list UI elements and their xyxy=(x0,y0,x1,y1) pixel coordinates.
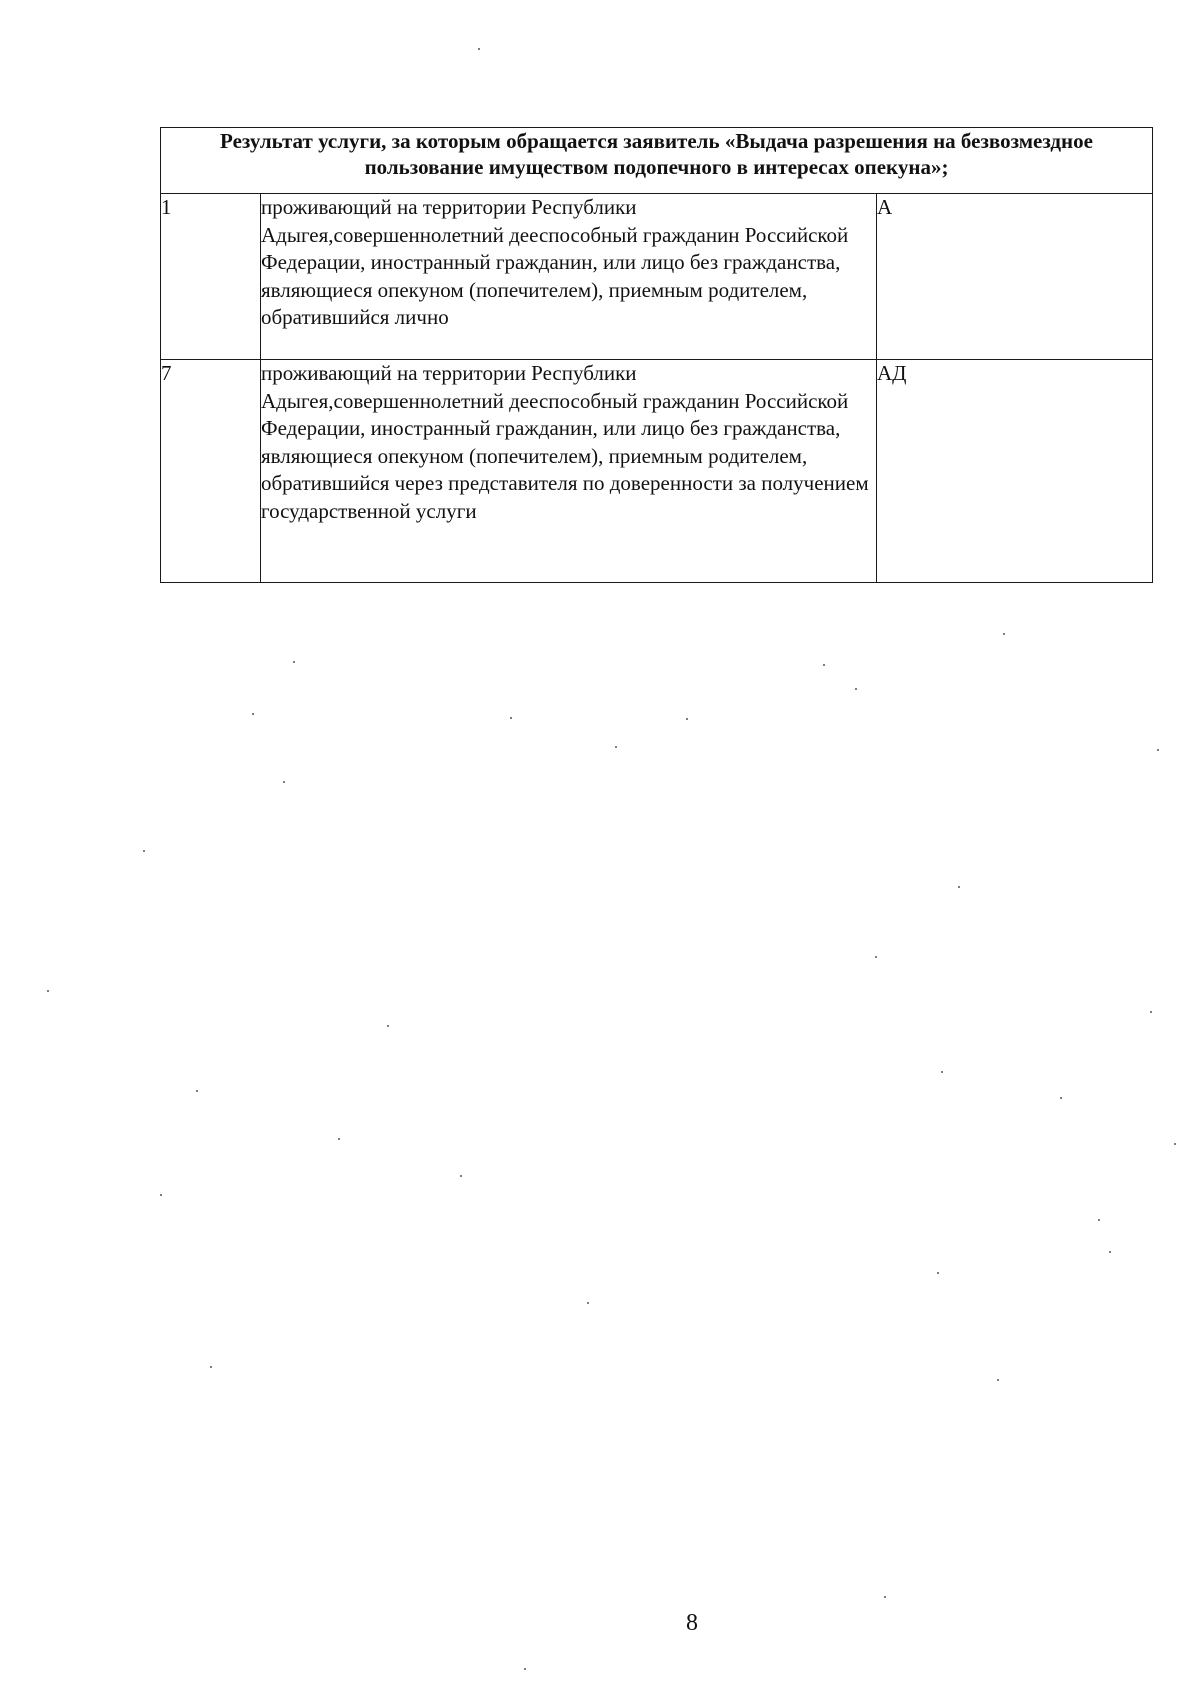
service-result-table xyxy=(160,127,1153,583)
scan-speck xyxy=(293,661,295,663)
applicant-description-cell: проживающий на территории Республики Адыгея,совершеннолетний дееспособный гражданин Российской Федерации, иностранный гражданин, или лицо без гражданства, являющиеся опекуном (попечителем), приемным родителем, обратившийся через представителя по доверенности за получением государственной услуги xyxy=(261,360,877,583)
row-number-cell: 1 xyxy=(161,194,261,360)
row-number-cell: 7 xyxy=(161,360,261,583)
scan-speck xyxy=(855,688,857,690)
scan-speck xyxy=(1150,1011,1152,1013)
scan-speck xyxy=(196,1090,198,1092)
table-header-row xyxy=(161,128,1153,194)
scan-speck xyxy=(47,990,49,992)
page-number: 8 xyxy=(686,1610,698,1636)
scan-speck xyxy=(510,717,512,719)
table-row xyxy=(161,194,1153,360)
scan-speck xyxy=(1003,633,1005,635)
scan-speck xyxy=(997,1379,999,1381)
table-header-cell: Результат услуги, за которым обращается заявитель «Выдача разрешения на безвозмездное пользование имуществом подопечного в интересах опекуна»; xyxy=(161,128,1153,194)
scan-speck xyxy=(1109,1251,1111,1253)
scan-speck xyxy=(958,886,960,888)
scan-speck xyxy=(1098,1219,1100,1221)
scan-speck xyxy=(587,1302,589,1304)
applicant-code-cell: АД xyxy=(877,360,1153,583)
scan-speck xyxy=(823,664,825,666)
scan-speck xyxy=(387,1025,389,1027)
scan-speck xyxy=(338,1138,340,1140)
scan-speck xyxy=(937,1272,939,1274)
scan-speck xyxy=(252,713,254,715)
scan-speck xyxy=(160,1194,162,1196)
scan-speck xyxy=(143,850,145,852)
scan-speck xyxy=(460,1175,462,1177)
scan-speck xyxy=(210,1366,212,1368)
scan-speck xyxy=(1157,749,1159,751)
scan-speck xyxy=(686,718,688,720)
scan-speck xyxy=(615,746,617,748)
scan-speck xyxy=(884,1596,886,1598)
scan-speck xyxy=(941,1071,943,1073)
table-row xyxy=(161,360,1153,583)
scan-speck xyxy=(1174,1143,1176,1145)
scan-speck xyxy=(875,956,877,958)
applicant-description-cell: проживающий на территории Республики Адыгея,совершеннолетний дееспособный гражданин Российской Федерации, иностранный гражданин, или лицо без гражданства, являющиеся опекуном (попечителем), приемным родителем, обратившийся лично xyxy=(261,194,877,360)
scan-speck xyxy=(1060,1097,1062,1099)
scan-speck xyxy=(524,1668,526,1670)
scan-speck xyxy=(283,781,285,783)
applicant-code-cell: А xyxy=(877,194,1153,360)
scan-speck xyxy=(478,48,480,50)
